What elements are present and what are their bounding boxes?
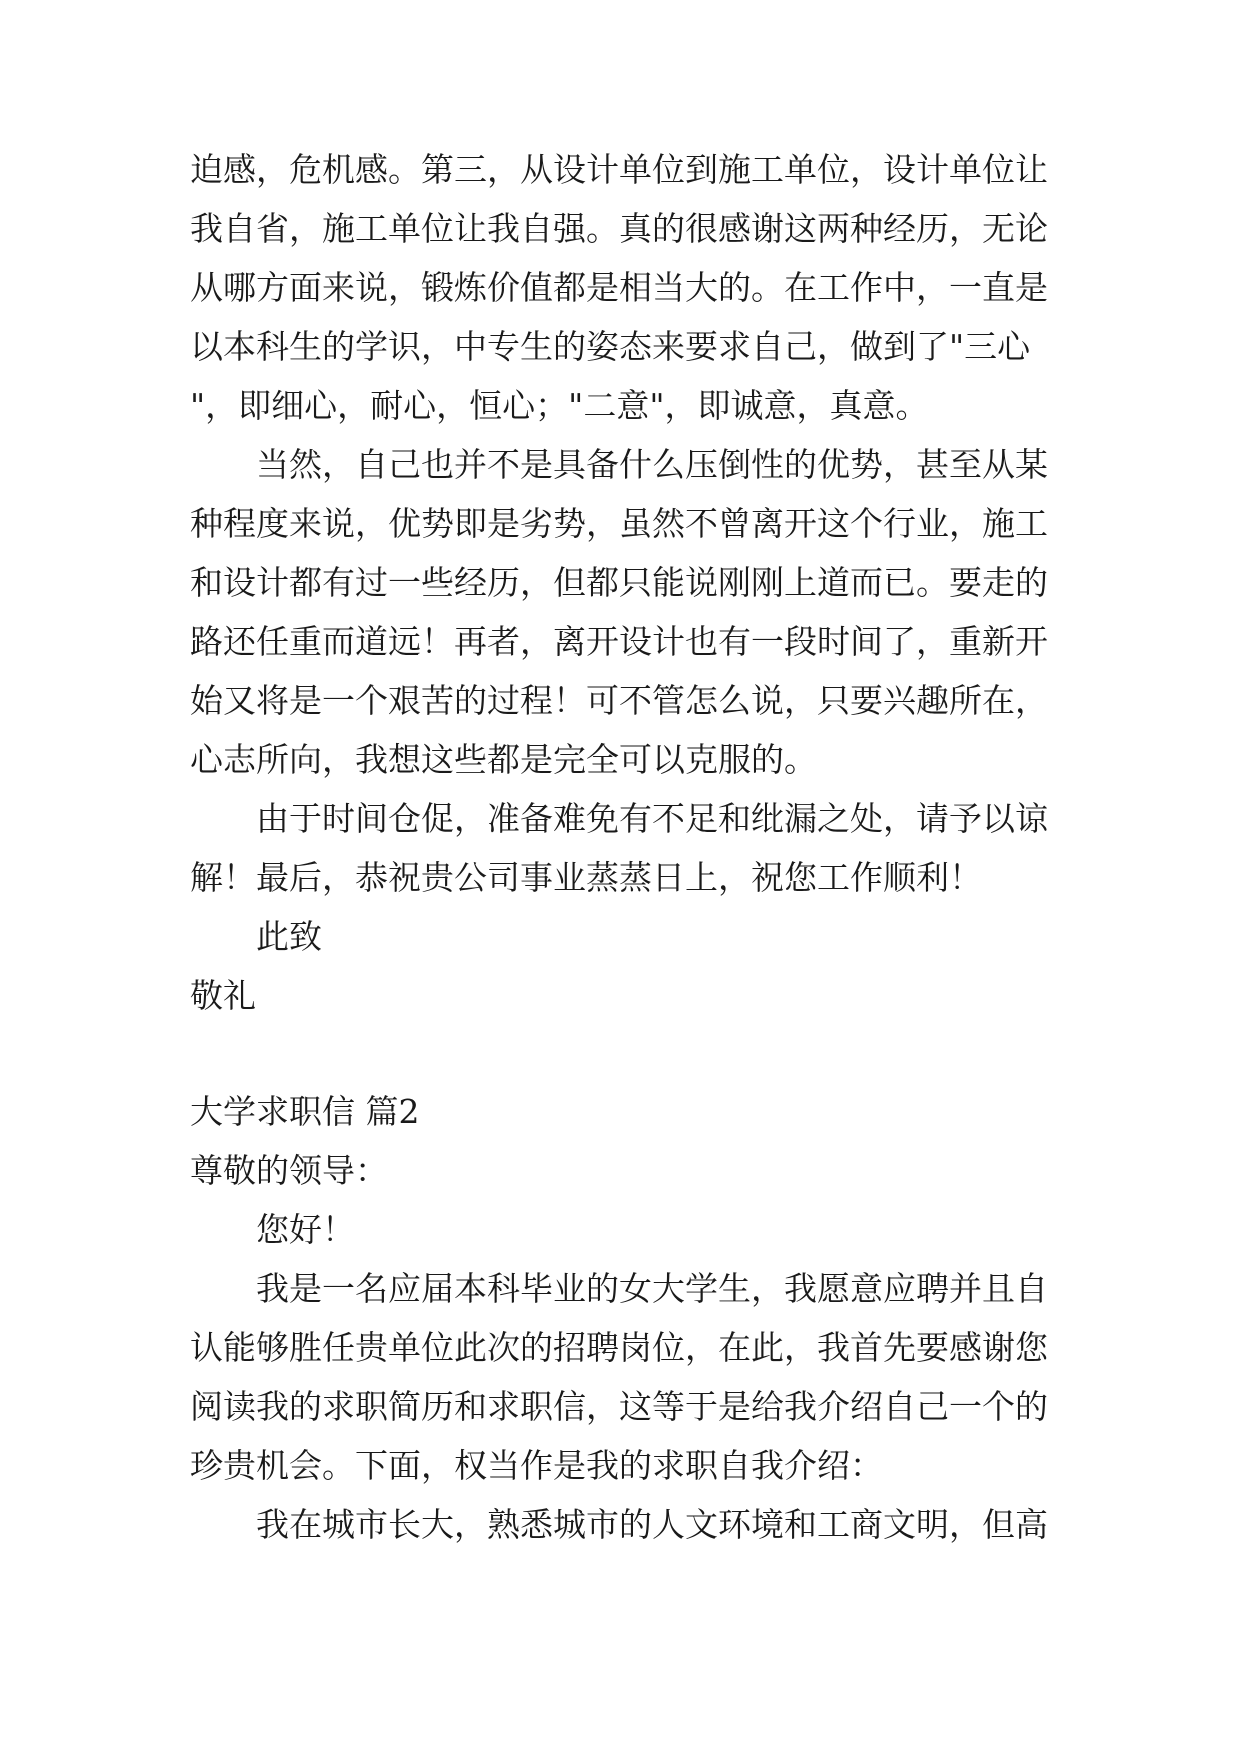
paragraph-line: 认能够胜任贵单位此次的招聘岗位，在此，我首先要感谢您: [190, 1328, 1048, 1367]
paragraph-line: 阅读我的求职简历和求职信，这等于是给我介绍自己一个的: [190, 1387, 1048, 1426]
section-title: 大学求职信 篇2: [190, 1092, 420, 1131]
paragraph-line: 珍贵机会。下面，权当作是我的求职自我介绍：: [190, 1446, 883, 1485]
paragraph-line: 由于时间仓促，准备难免有不足和纰漏之处，请予以谅: [256, 799, 1048, 838]
paragraph-line: 我自省，施工单位让我自强。真的很感谢这两种经历，无论: [190, 209, 1048, 248]
letter-hello: 您好！: [256, 1210, 355, 1249]
paragraph-line: "，即细心，耐心，恒心；"二意"，即诚意，真意。: [190, 386, 929, 425]
paragraph-line: 心志所向，我想这些都是完全可以克服的。: [190, 740, 817, 779]
letter-greeting: 尊敬的领导：: [190, 1151, 388, 1190]
paragraph-line: 当然，自己也并不是具备什么压倒性的优势，甚至从某: [256, 445, 1048, 484]
closing-regards: 敬礼: [190, 976, 256, 1015]
closing-salutation: 此致: [256, 917, 322, 956]
paragraph-line: 始又将是一个艰苦的过程！可不管怎么说，只要兴趣所在，: [190, 681, 1048, 720]
paragraph-line: 种程度来说，优势即是劣势，虽然不曾离开这个行业，施工: [190, 504, 1048, 543]
paragraph-line: 以本科生的学识，中专生的姿态来要求自己，做到了"三心: [190, 327, 1031, 366]
paragraph-line: 从哪方面来说，锻炼价值都是相当大的。在工作中，一直是: [190, 268, 1048, 307]
paragraph-line: 解！最后，恭祝贵公司事业蒸蒸日上，祝您工作顺利！: [190, 858, 982, 897]
paragraph-line: 迫感，危机感。第三，从设计单位到施工单位，设计单位让: [190, 150, 1048, 189]
paragraph-line: 路还任重而道远！再者，离开设计也有一段时间了，重新开: [190, 622, 1048, 661]
paragraph-line: 和设计都有过一些经历，但都只能说刚刚上道而已。要走的: [190, 563, 1048, 602]
paragraph-line: 我是一名应届本科毕业的女大学生，我愿意应聘并且自: [256, 1269, 1048, 1308]
paragraph-line: 我在城市长大，熟悉城市的人文环境和工商文明，但高: [256, 1505, 1048, 1544]
